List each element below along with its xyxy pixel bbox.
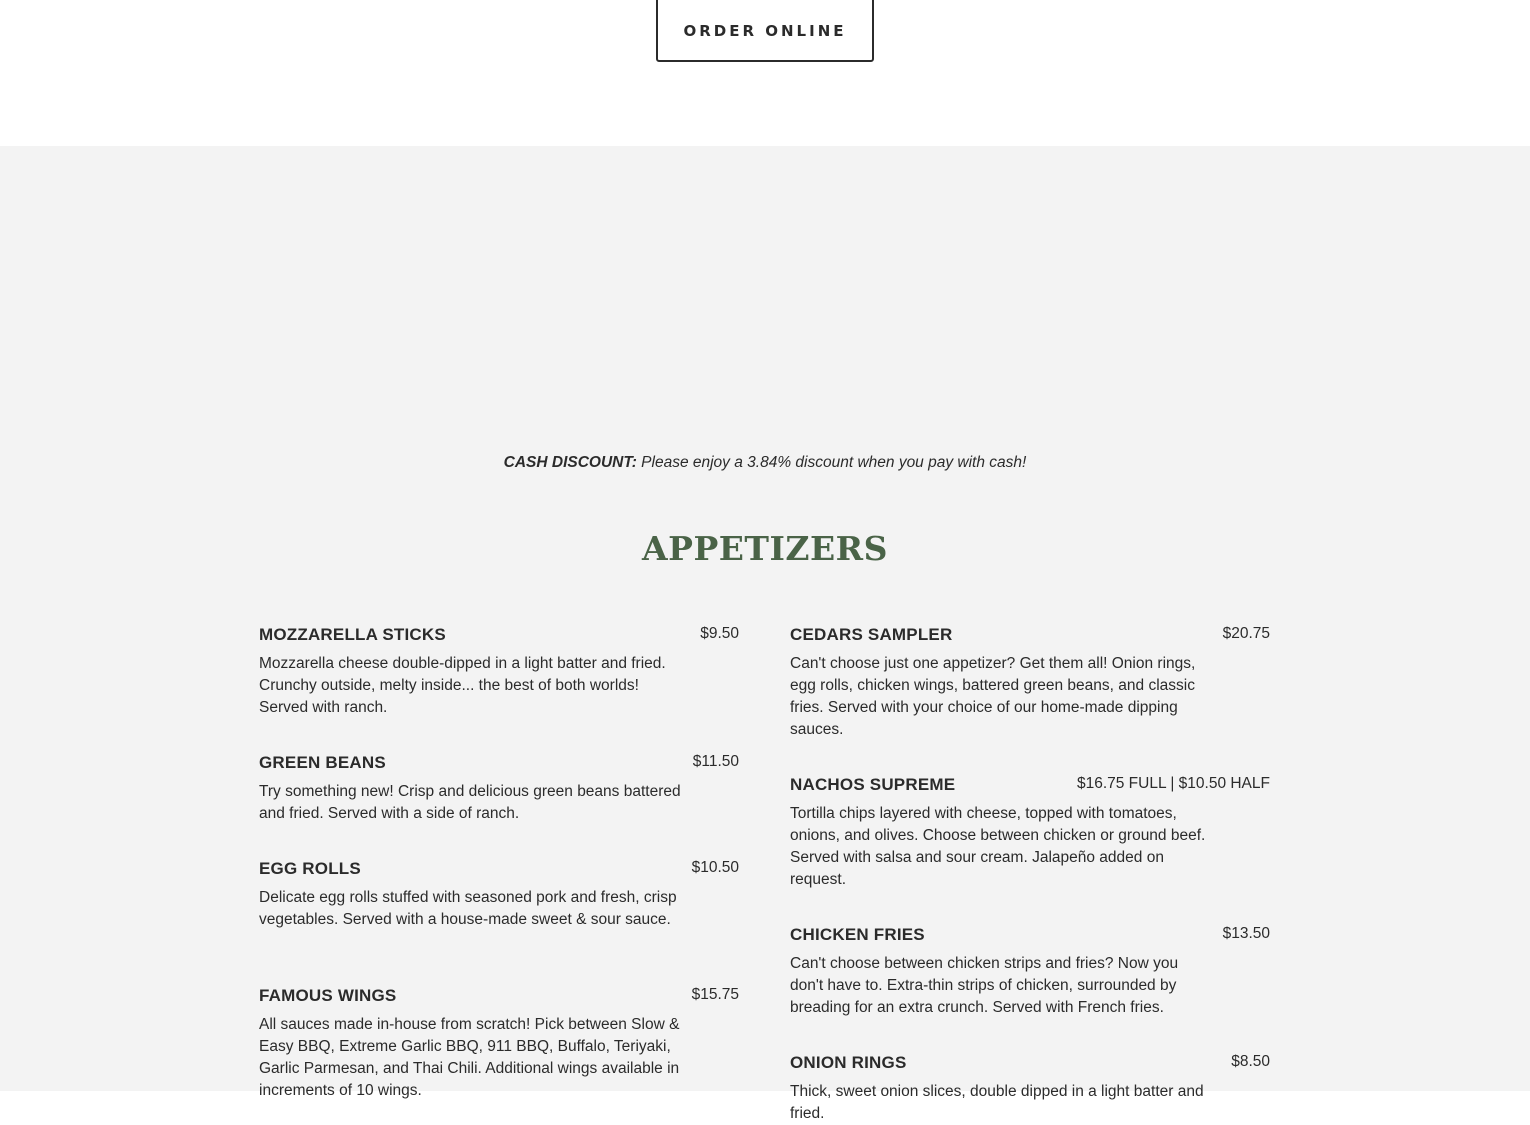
item-description: Can't choose between chicken strips and fries? Now you don't have to. Extra-thin strips of chicken, surrounded by breading for an extra crunch. Served with French fries. xyxy=(790,955,1179,1016)
item-price: $10.50 xyxy=(691,859,739,876)
menu-item xyxy=(790,775,1270,891)
item-description: Mozzarella cheese double-dipped in a light batter and fried. Crunchy outside, melty inside... the best of both worlds! Served with ranch. xyxy=(259,655,666,716)
item-description: Delicate egg rolls stuffed with seasoned pork and fresh, crisp vegetables. Served with a house-made sweet & sour sauce. xyxy=(259,889,677,928)
item-description: Thick, sweet onion slices, double dipped in a light batter and fried. xyxy=(790,1083,1204,1122)
section-title-appetizers: APPETIZERS xyxy=(642,529,888,568)
item-description: Tortilla chips layered with cheese, topped with tomatoes, onions, and olives. Choose between chicken or ground beef. Served with salsa and sour cream. Jalapeño added on request. xyxy=(790,805,1206,888)
item-name: ONION RINGS xyxy=(790,1053,907,1072)
menu-item xyxy=(259,753,739,825)
menu-section xyxy=(0,146,1530,1122)
menu-item xyxy=(259,986,739,1102)
cash-discount-label: CASH DISCOUNT: xyxy=(503,454,637,471)
item-name: EGG ROLLS xyxy=(259,859,361,878)
top-band xyxy=(0,0,1530,146)
cash-discount-note xyxy=(0,454,1530,472)
menu-item xyxy=(790,625,1270,741)
menu-item xyxy=(790,925,1270,1019)
item-name: FAMOUS WINGS xyxy=(259,986,397,1005)
menu-item xyxy=(790,1053,1270,1125)
item-description: Try something new! Crisp and delicious green beans battered and fried. Served with a side of ranch. xyxy=(259,783,681,822)
menu-item xyxy=(259,859,739,931)
item-name: NACHOS SUPREME xyxy=(790,775,956,794)
item-price: $20.75 xyxy=(1222,625,1270,642)
cash-discount-text: Please enjoy a 3.84% discount when you pay with cash! xyxy=(641,454,1027,471)
item-price: $9.50 xyxy=(700,625,739,642)
item-description: All sauces made in-house from scratch! Pick between Slow & Easy BBQ, Extreme Garlic BBQ, 911 BBQ, Buffalo, Teriyaki, Garlic Parmesan, and Thai Chili. Additional wings available in increments of 10 wings. xyxy=(259,1016,680,1099)
item-price: $13.50 xyxy=(1222,925,1270,942)
item-name: CHICKEN FRIES xyxy=(790,925,925,944)
item-name: CEDARS SAMPLER xyxy=(790,625,953,644)
item-name: MOZZARELLA STICKS xyxy=(259,625,446,644)
item-name: GREEN BEANS xyxy=(259,753,386,772)
item-price: $8.50 xyxy=(1231,1053,1270,1070)
item-price: $15.75 xyxy=(691,986,739,1003)
item-price: $16.75 FULL | $10.50 HALF xyxy=(1076,775,1270,792)
item-description: Can't choose just one appetizer? Get them all! Onion rings, egg rolls, chicken wings, battered green beans, and classic fries. Served with your choice of our home-made dipping sauces. xyxy=(790,655,1196,738)
menu-item xyxy=(259,625,739,719)
order-online-button[interactable]: ORDER ONLINE xyxy=(656,0,874,62)
item-price: $11.50 xyxy=(692,753,739,770)
